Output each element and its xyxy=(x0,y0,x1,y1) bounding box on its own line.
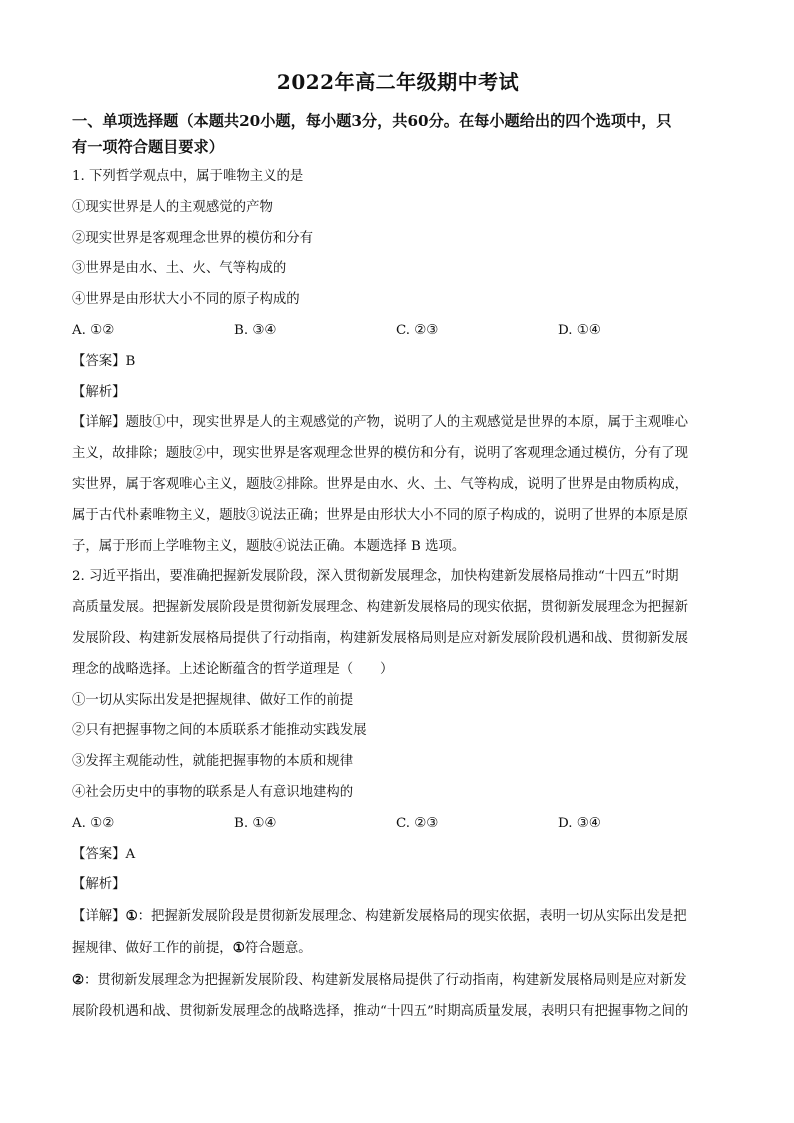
question-1-item-4: ④世界是由形状大小不同的原子构成的 xyxy=(72,292,300,308)
question-2-option-a: A. ①② xyxy=(72,815,115,831)
question-1 xyxy=(72,162,724,562)
question-1-option-a: A. ①② xyxy=(72,322,115,338)
question-1-detail-label: 【详解】 xyxy=(72,415,126,431)
question-2-stem-line-1: 2. 习近平指出，要准确把握新发展阶段，深入贯彻新发展理念，加快构建新发展格局推动“十四五”时期 xyxy=(72,569,679,585)
question-1-detail-line-3: 实世界，属于客观唯心主义，题肢②排除。世界是由水、火、土、气等构成，说明了世界是由物质构成， xyxy=(72,476,688,492)
exam-title: 2022年高二年级期中考试 xyxy=(276,70,520,94)
question-2-item-3: ③发挥主观能动性，就能把握事物的本质和规律 xyxy=(72,754,354,770)
question-2-item-2: ②只有把握事物之间的本质联系才能推动实践发展 xyxy=(72,723,367,739)
page-content xyxy=(72,68,724,1027)
question-2-stem-line-3: 发展阶段、构建新发展格局提供了行动指南，构建新发展格局则是应对新发展阶段机遇和战、贯彻新发展 xyxy=(72,630,688,646)
question-1-detail-line-2: 主义，故排除；题肢②中，现实世界是客观理念世界的模仿和分有，说明了客观理念通过模仿，分有了现 xyxy=(72,446,688,462)
question-2-detail-p1-line-2a: 握规律、做好工作的前提， xyxy=(72,940,233,956)
question-2-options xyxy=(72,809,724,840)
question-2 xyxy=(72,562,724,1027)
question-2-item-4: ④社会历史中的事物的联系是人有意识地建构的 xyxy=(72,784,354,800)
question-2-detail-p1-line-2b: 符合题意。 xyxy=(244,940,312,956)
question-1-detail-line-5: 子，属于形而上学唯物主义，题肢④说法正确。本题选择 B 选项。 xyxy=(72,538,466,554)
question-2-option-d: D. ③④ xyxy=(558,815,601,831)
question-1-option-d: D. ①④ xyxy=(558,322,601,338)
question-2-detail-p1-line-2-mark: ① xyxy=(232,939,245,956)
question-1-detail xyxy=(72,408,724,562)
question-2-detail-p1-mark: ① xyxy=(125,908,138,925)
question-1-item-1: ①现实世界是人的主观感觉的产物 xyxy=(72,199,273,215)
question-2-analysis-label: 【解析】 xyxy=(72,877,126,893)
question-2-detail-label: 【详解】 xyxy=(72,909,126,925)
question-1-detail-line-4: 属于古代朴素唯物主义，题肢③说法正确；世界是由形状大小不同的原子构成的，说明了世界的本原是原 xyxy=(72,507,688,523)
question-1-options xyxy=(72,316,724,347)
question-2-detail-p2-mark: ② xyxy=(72,971,85,988)
question-2-detail-p2-line-2: 展阶段机遇和战、贯彻新发展理念的战略选择，推动“十四五”时期高质量发展，表明只有把握事物之间的 xyxy=(72,1003,689,1019)
question-2-option-b: B. ①④ xyxy=(234,815,277,831)
question-2-item-1: ①一切从实际出发是把握规律、做好工作的前提 xyxy=(72,692,354,708)
question-2-stem-line-2: 高质量发展。把握新发展阶段是贯彻新发展理念、构建新发展格局的现实依据，贯彻新发展理念为把握新 xyxy=(72,600,688,616)
question-1-item-3: ③世界是由水、土、火、气等构成的 xyxy=(72,261,287,277)
question-1-analysis-label: 【解析】 xyxy=(72,384,126,400)
question-2-detail-p2-line-1: ：贯彻新发展理念为把握新发展阶段、构建新发展格局提供了行动指南，构建新发展格局则是应对新发 xyxy=(84,972,687,988)
question-2-detail-p1-line-1: ：把握新发展阶段是贯彻新发展理念、构建新发展格局的现实依据，表明一切从实际出发是把 xyxy=(137,909,687,925)
question-1-item-2: ②现实世界是客观理念世界的模仿和分有 xyxy=(72,230,314,246)
question-2-detail xyxy=(72,901,724,1027)
question-1-answer: 【答案】B xyxy=(72,353,136,369)
question-1-stem: 1. 下列哲学观点中，属于唯物主义的是 xyxy=(72,169,304,184)
question-1-detail-line-1: 题肢①中，现实世界是人的主观感觉的产物，说明了人的主观感觉是世界的本原，属于主观唯心 xyxy=(125,415,688,431)
section-heading-line-2: 有一项符合题目要求） xyxy=(72,138,224,156)
question-1-option-b: B. ③④ xyxy=(234,322,277,338)
question-2-answer: 【答案】A xyxy=(72,846,136,862)
question-2-option-c: C. ②③ xyxy=(396,815,439,831)
question-2-stem-line-4: 理念的战略选择。上述论断蕴含的哲学道理是（ ） xyxy=(72,661,394,677)
question-1-option-c: C. ②③ xyxy=(396,322,439,338)
section-heading-line-1: 一、单项选择题（本题共20小题，每小题3分，共60分。在每小题给出的四个选项中，只 xyxy=(72,112,672,130)
